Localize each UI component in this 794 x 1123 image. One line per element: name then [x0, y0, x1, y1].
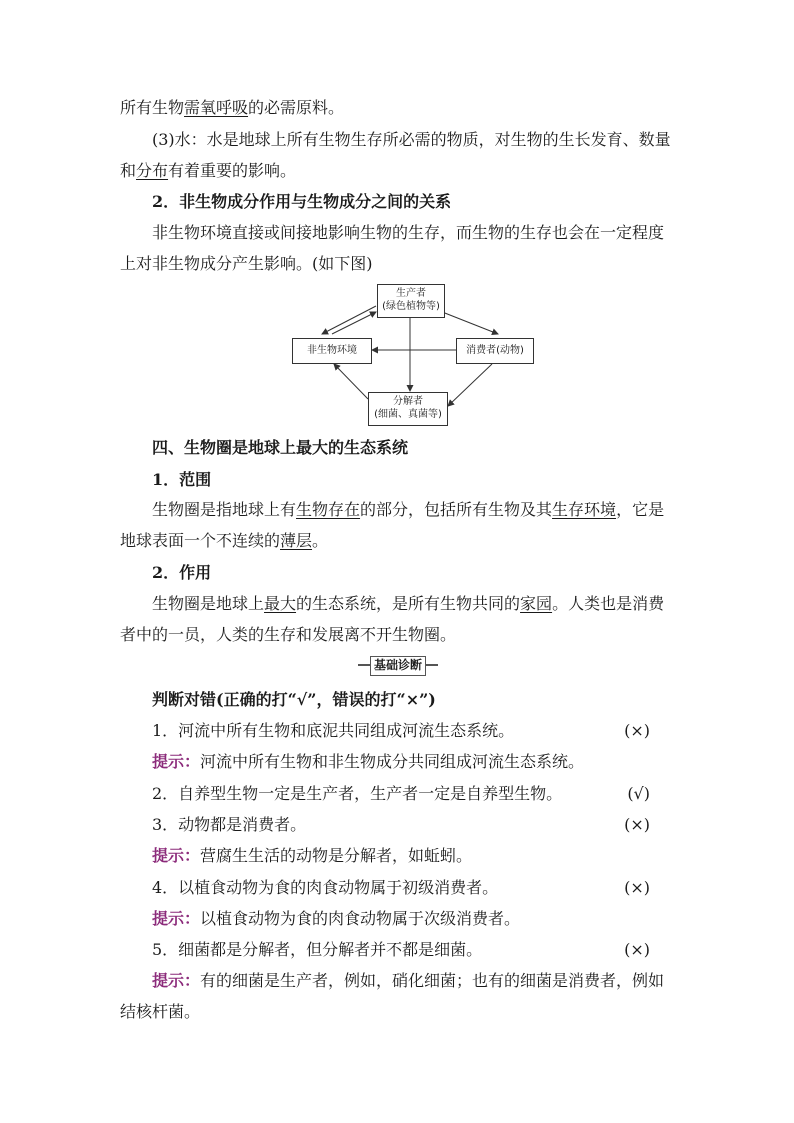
underlined-term: 需氧呼吸: [184, 98, 249, 117]
text-line: [120, 159, 680, 183]
underlined-term: 生物存在: [296, 500, 361, 519]
text: 。: [312, 531, 329, 550]
hint-text: 营腐生生活的动物是分解者，如蚯蚓。: [200, 846, 473, 865]
hint-text: 以植食动物为食的肉食动物属于次级消费者。: [200, 909, 521, 928]
decomposer-box: [368, 392, 448, 426]
text: 。人类也是消费: [552, 594, 665, 613]
answer-mark: (√): [627, 784, 650, 803]
hint-label: 提示：: [152, 752, 201, 771]
underlined-term: 薄层: [280, 531, 313, 550]
producer-sublabel: (绿色植物等): [382, 301, 440, 312]
hint-label: 提示：: [152, 971, 201, 990]
underlined-term: 生存环境: [552, 500, 617, 519]
answer-mark: (×): [624, 815, 650, 834]
producer-label: 生产者: [396, 288, 426, 299]
text: 所有生物: [120, 98, 185, 117]
text: ，它是: [616, 500, 665, 519]
banner-label: 基础诊断: [370, 656, 426, 676]
section-heading: 2．非生物成分作用与生物成分之间的关系: [152, 192, 452, 211]
text: 地球表面一个不连续的: [120, 531, 281, 550]
abiotic-label: 非生物环境: [307, 345, 357, 356]
sub-heading: 2．作用: [152, 563, 212, 582]
ecosystem-diagram: [290, 284, 536, 426]
consumer-box: [456, 338, 534, 364]
abiotic-box: [292, 338, 372, 364]
instruction: 判断对错(正确的打“√”，错误的打“×”): [152, 690, 436, 709]
section-heading: 四、生物圈是地球上最大的生态系统: [152, 438, 409, 457]
text-line: 非生物环境直接或间接地影响生物的生存，而生物的生存也会在一定程度: [152, 223, 665, 242]
producer-box: [377, 284, 445, 318]
hint-continuation: 结核杆菌。: [120, 1002, 201, 1021]
question-text: 5．细菌都是分解者，但分解者并不都是细菌。: [152, 940, 483, 959]
underlined-term: 最大: [264, 594, 297, 613]
text: 和: [120, 161, 137, 180]
hint-text: 有的细菌是生产者，例如，硝化细菌；也有的细菌是消费者，例如: [200, 971, 665, 990]
hint-line: [152, 907, 680, 931]
hint-label: 提示：: [152, 846, 201, 865]
question-text: 3．动物都是消费者。: [152, 815, 307, 834]
hint-text: 河流中所有生物和非生物成分共同组成河流生态系统。: [200, 752, 585, 771]
text-line: [152, 592, 680, 616]
hint-line: [152, 844, 680, 868]
text: 的部分，包括所有生物及其: [360, 500, 553, 519]
decomposer-sublabel: (细菌、真菌等): [374, 409, 442, 420]
text-line: 上对非生物成分产生影响。(如下图): [120, 254, 373, 273]
underlined-term: 家园: [520, 594, 553, 613]
section-banner: [358, 656, 438, 674]
question-text: 4．以植食动物为食的肉食动物属于初级消费者。: [152, 878, 499, 897]
text-line: (3)水：水是地球上所有生物生存所必需的物质，对生物的生长发育、数量: [152, 130, 671, 149]
text: 生物圈是地球上: [152, 594, 265, 613]
decomposer-label: 分解者: [393, 396, 423, 407]
sub-heading: 1．范围: [152, 470, 212, 489]
consumer-label: 消费者(动物): [466, 345, 524, 356]
text: 的必需原料。: [248, 98, 345, 117]
text: 生物圈是指地球上有: [152, 500, 297, 519]
answer-mark: (×): [624, 721, 650, 740]
answer-mark: (×): [624, 940, 650, 959]
underlined-term: 分布: [136, 161, 169, 180]
text-line: 者中的一员，人类的生存和发展离不开生物圈。: [120, 625, 457, 644]
hint-line: [152, 969, 680, 993]
hint-label: 提示：: [152, 909, 201, 928]
hint-line: [152, 750, 680, 774]
text-line: [120, 96, 680, 120]
answer-mark: (×): [624, 878, 650, 897]
question-text: 1．河流中所有生物和底泥共同组成河流生态系统。: [152, 721, 515, 740]
text-line: [120, 529, 680, 553]
text: 有着重要的影响。: [168, 161, 297, 180]
text: 的生态系统，是所有生物共同的: [296, 594, 521, 613]
question-text: 2．自养型生物一定是生产者，生产者一定是自养型生物。: [152, 784, 563, 803]
text-line: [152, 498, 680, 522]
